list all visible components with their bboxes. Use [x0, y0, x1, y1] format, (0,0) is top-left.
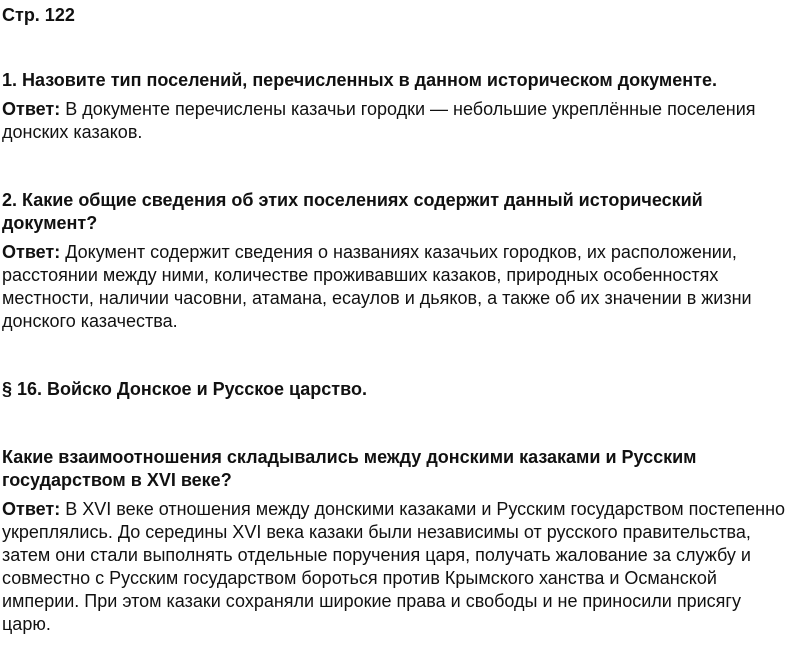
- section-heading: § 16. Войско Донское и Русское царство.: [2, 379, 367, 399]
- answer-2: [2, 241, 794, 333]
- qa-block-2: [2, 189, 794, 333]
- question-2: 2. Какие общие сведения об этих поселениях содержит данный исторический документ?: [2, 190, 703, 233]
- answer-3: [2, 498, 794, 636]
- question-1: 1. Назовите тип поселений, перечисленных в данном историческом документе.: [2, 70, 717, 90]
- answer-label: Ответ:: [2, 499, 61, 519]
- answer-text: В документе перечислены казачьи городки — небольшие укреплённые поселения донских казаков.: [2, 99, 756, 142]
- answer-text: В XVI веке отношения между донскими казаками и Русским государством постепенно укреплялись. До середины XVI века казаки были независимы от русского правительства, затем они стали выполнять отдельные поручения царя, получать жалование за службу и совместно с Русским государством бороться против Крымского ханства и Османской империи. При этом казаки сохраняли широкие права и свободы и не приносили присягу царю.: [2, 499, 786, 634]
- page-number: Стр. 122: [2, 5, 75, 25]
- question-3: Какие взаимоотношения складывались между донскими казаками и Русским государством в XVI веке?: [2, 447, 697, 490]
- qa-block-1: [2, 69, 794, 144]
- answer-label: Ответ:: [2, 99, 61, 119]
- answer-1: [2, 98, 794, 144]
- answer-label: Ответ:: [2, 242, 61, 262]
- answer-text: Документ содержит сведения о названиях казачьих городков, их расположении, расстоянии между ними, количестве проживавших казаков, природных особенностях местности, наличии часовни, атамана, есаулов и дьяков, а также об их значении в жизни донского казачества.: [2, 242, 752, 331]
- qa-block-3: [2, 446, 794, 636]
